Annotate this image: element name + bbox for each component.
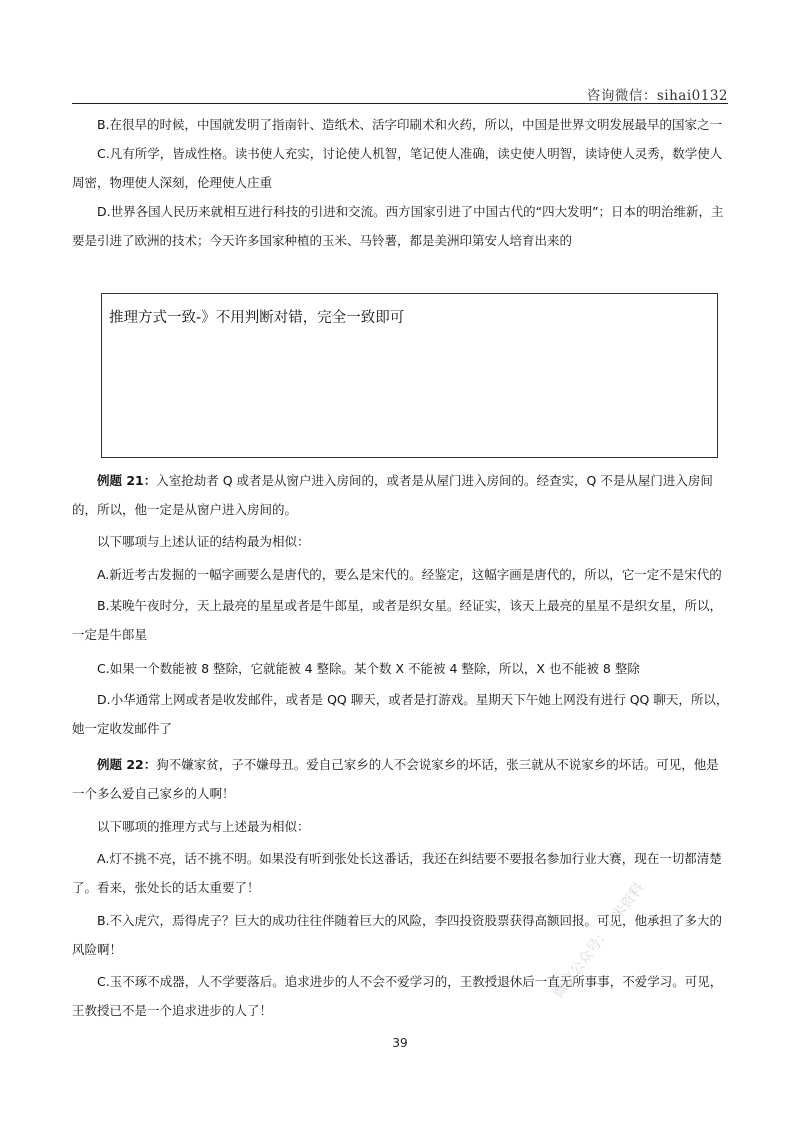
- example-22-text: 狗不嫌家贫，子不嫌母丑。爱自己家乡的人不会说家乡的坏话，张三就从不说家乡的坏话。可见，他是一个多么爱自己家乡的人啊！: [72, 757, 719, 801]
- page-number: 39: [392, 1036, 408, 1050]
- example-22-stem: [72, 750, 730, 808]
- note-box: [101, 293, 718, 458]
- option-b-previous: B.在很早的时候，中国就发明了指南针、造纸术、活字印刷术和火药，所以，中国是世界文明发展最早的国家之一: [97, 117, 723, 132]
- note-box-text: 推理方式一致-》不用判断对错，完全一致即可: [109, 310, 405, 326]
- example-21-option-a: A.新近考古发掘的一幅字画要么是唐代的，要么是宋代的。经鉴定，这幅字画是唐代的，所以，它一定不是宋代的: [97, 567, 722, 582]
- watermark: 微信公众号：千米资料: [550, 879, 648, 1002]
- example-22-question: 以下哪项的推理方式与上述最为相似：: [97, 819, 310, 834]
- example-21-option-c: C.如果一个数能被 8 整除，它就能被 4 整除。某个数 X 不能被 4 整除，所以，X 也不能被 8 整除: [97, 661, 640, 676]
- example-22-option-a: A.灯不挑不亮，话不挑不明。如果没有听到张处长这番话，我还在纠结要不要报名参加行业大赛，现在一切都清楚了。看来，张处长的话太重要了！: [72, 851, 722, 895]
- example-21-option-d: D.小华通常上网或者是收发邮件，或者是 QQ 聊天，或者是打游戏。星期天下午她上网没有进行 QQ 聊天，所以，她一定收发邮件了: [72, 692, 729, 736]
- option-d-previous: D.世界各国人民历来就相互进行科技的引进和交流。西方国家引进了中国古代的“四大发明”；日本的明治维新，主要是引进了欧洲的技术；今天许多国家种植的玉米、马铃薯，都是美洲印第安人培育出来的: [72, 204, 724, 248]
- example-22-label: 例题 22：: [97, 757, 157, 772]
- example-21-label: 例题 21：: [97, 473, 157, 488]
- example-21-option-b: B.某晚午夜时分，天上最亮的星星或者是牛郎星，或者是织女星。经证实，该天上最亮的星星不是织女星，所以，一定是牛郎星: [72, 598, 723, 642]
- header-contact: 咨询微信：sihai0132: [586, 88, 728, 104]
- example-21-text: 入室抢劫者 Q 或者是从窗户进入房间的，或者是从屋门进入房间的。经查实，Q 不是从屋门进入房间的，所以，他一定是从窗户进入房间的。: [72, 473, 713, 517]
- option-c-previous: C.凡有所学，皆成性格。读书使人充实，讨论使人机智，笔记使人准确，读史使人明智，读诗使人灵秀，数学使人周密，物理使人深刻，伦理使人庄重: [72, 146, 723, 190]
- example-21-question: 以下哪项与上述认证的结构最为相似：: [97, 534, 310, 549]
- header-rule: [72, 103, 728, 104]
- example-21-stem: [72, 466, 730, 524]
- example-22-option-b: B.不入虎穴，焉得虎子？巨大的成功往往伴随着巨大的风险，李四投资股票获得高额回报。可见，他承担了多大的风险啊！: [72, 913, 723, 957]
- example-22-option-c: C.玉不琢不成器，人不学要落后。追求进步的人不会不爱学习的，王教授退休后一直无所事事，不爱学习。可见，王教授已不是一个追求进步的人了！: [72, 974, 723, 1018]
